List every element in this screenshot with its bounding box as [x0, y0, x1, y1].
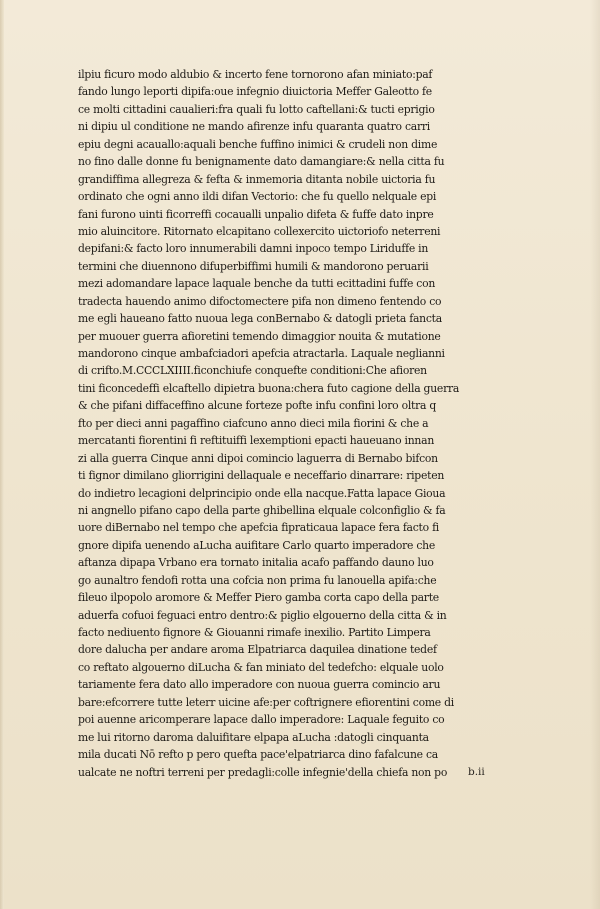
- text-line: gnore dipifa uenendo aLucha auifitare Carlo quarto imperadore che: [78, 538, 436, 552]
- text-line: ni dipiu ul conditione ne mando afirenze infu quaranta quatro carri: [78, 120, 430, 134]
- text-line: depifani:& facto loro innumerabili damni inpoco tempo Liriduffe in: [78, 242, 429, 256]
- text-line: zi alla guerra Cinque anni dipoi comincio laguerra di Bernabo bifcon: [78, 451, 438, 465]
- text-line: aftanza dipapa Vrbano era tornato initalia acafo paffando dauno luo: [78, 556, 434, 570]
- text-line: mandorono cinque ambafciadori apefcia atractarla. Laquale neglianni: [78, 347, 445, 360]
- text-line: di crifto.M.CCCLXIIII.ficonchiufe conquefte conditioni:Che afioren: [78, 364, 427, 378]
- text-line: aduerfa cofuoi feguaci entro dentro:& piglio elgouerno della citta & in: [78, 608, 447, 622]
- text-line: ualcate ne noftri terreni per predagli:colle infegnie'della chiefa non po: [78, 765, 448, 779]
- text-line: poi auenne aricomperare lapace dallo imperadore: Laquale feguito co: [78, 713, 445, 727]
- page-fold-shadow: [590, 0, 600, 909]
- text-block: [78, 66, 510, 781]
- text-line: dore dalucha per andare aroma Elpatriarca daquilea dinatione tedef: [78, 643, 437, 657]
- text-line: tini ficoncedeffi elcaftello dipietra buona:chera futo cagione della guerra: [78, 381, 460, 395]
- text-line: me lui ritorno daroma daluifitare elpapa aLucha :datogli cinquanta: [78, 730, 429, 744]
- text-line: fani furono uinti ficorreffi cocaualli unpalio difeta & fuffe dato inpre: [78, 207, 434, 221]
- text-line: mercatanti fiorentini fi reftituiffi lexemptioni epacti haueuano innan: [78, 434, 435, 448]
- text-line: ni angnello pifano capo della parte ghibellina elquale colconfiglio & fa: [78, 503, 446, 517]
- text-line: mezi adomandare lapace laquale benche da tutti ecittadini fuffe con: [78, 277, 436, 291]
- text-line: uore diBernabo nel tempo che apefcia fipraticaua lapace fera facto fi: [78, 521, 440, 535]
- text-line: tariamente fera dato allo imperadore con nuoua guerra comincio aru: [78, 678, 441, 692]
- text-line: per muouer guerra afioretini temendo dimaggior nouita & mutatione: [78, 329, 441, 343]
- signature-mark: b.ii: [468, 766, 485, 778]
- text-line: ti fignor dimilano gliorrigini dellaquale e neceffario dinarrare: ripeten: [78, 469, 445, 483]
- text-line: & che pifani diffaceffino alcune forteze pofte infu confini loro oltra q: [78, 399, 437, 413]
- text-line: fileuo ilpopolo aromore & Meffer Piero gamba corta capo della parte: [78, 591, 439, 605]
- text-line: do indietro lecagioni delprincipio onde ella nacque.Fatta lapace Gioua: [78, 486, 446, 500]
- text-line: facto nediuento fignore & Giouanni rimafe inexilio. Partito Limpera: [78, 626, 431, 639]
- text-line: grandiffima allegreza & fefta & inmemoria ditanta nobile uictoria fu: [78, 172, 436, 186]
- text-line: ordinato che ogni anno ildi difan Vectorio: che fu quello nelquale epi: [78, 190, 437, 204]
- text-line: co reftato algouerno diLucha & fan miniato del tedefcho: elquale uolo: [78, 660, 444, 674]
- text-line: fando lungo leporti dipifa:oue infegnio diuictoria Meffer Galeotto fe: [78, 85, 432, 99]
- text-line: fto per dieci anni pagaffino ciafcuno anno dieci mila fiorini & che a: [78, 416, 429, 430]
- text-line: termini che diuennono difuperbiffimi humili & mandorono peruarii: [78, 259, 429, 273]
- text-line: no fino dalle donne fu benignamente dato damangiare:& nella citta fu: [78, 155, 445, 169]
- text-line: mio aluincitore. Ritornato elcapitano collexercito uictoriofo neterreni: [78, 224, 441, 238]
- text-line: ilpiu ficuro modo aldubio & incerto fene tornorono afan miniato:paf: [78, 68, 433, 81]
- text-line: ce molti cittadini caualieri:fra quali fu lotto caftellani:& tucti eprigio: [78, 102, 435, 116]
- text-line: me egli haueano fatto nuoua lega conBernabo & datogli prieta fancta: [78, 312, 442, 326]
- text-line: tradecta hauendo animo difoctomectere pifa non dimeno fentendo co: [78, 294, 442, 308]
- page-edge: [0, 0, 4, 909]
- text-line: epiu degni acauallo:aquali benche fuffino inimici & crudeli non dime: [78, 137, 438, 151]
- text-line: bare:efcorrere tutte leterr uicine afe:per coftrignere efiorentini come di: [78, 695, 454, 709]
- text-line: go aunaltro fendofi rotta una cofcia non prima fu lanouella apifa:che: [78, 573, 437, 587]
- text-line: mila ducati Nō refto p pero quefta pace'elpatriarca dino fafalcune ca: [78, 748, 438, 762]
